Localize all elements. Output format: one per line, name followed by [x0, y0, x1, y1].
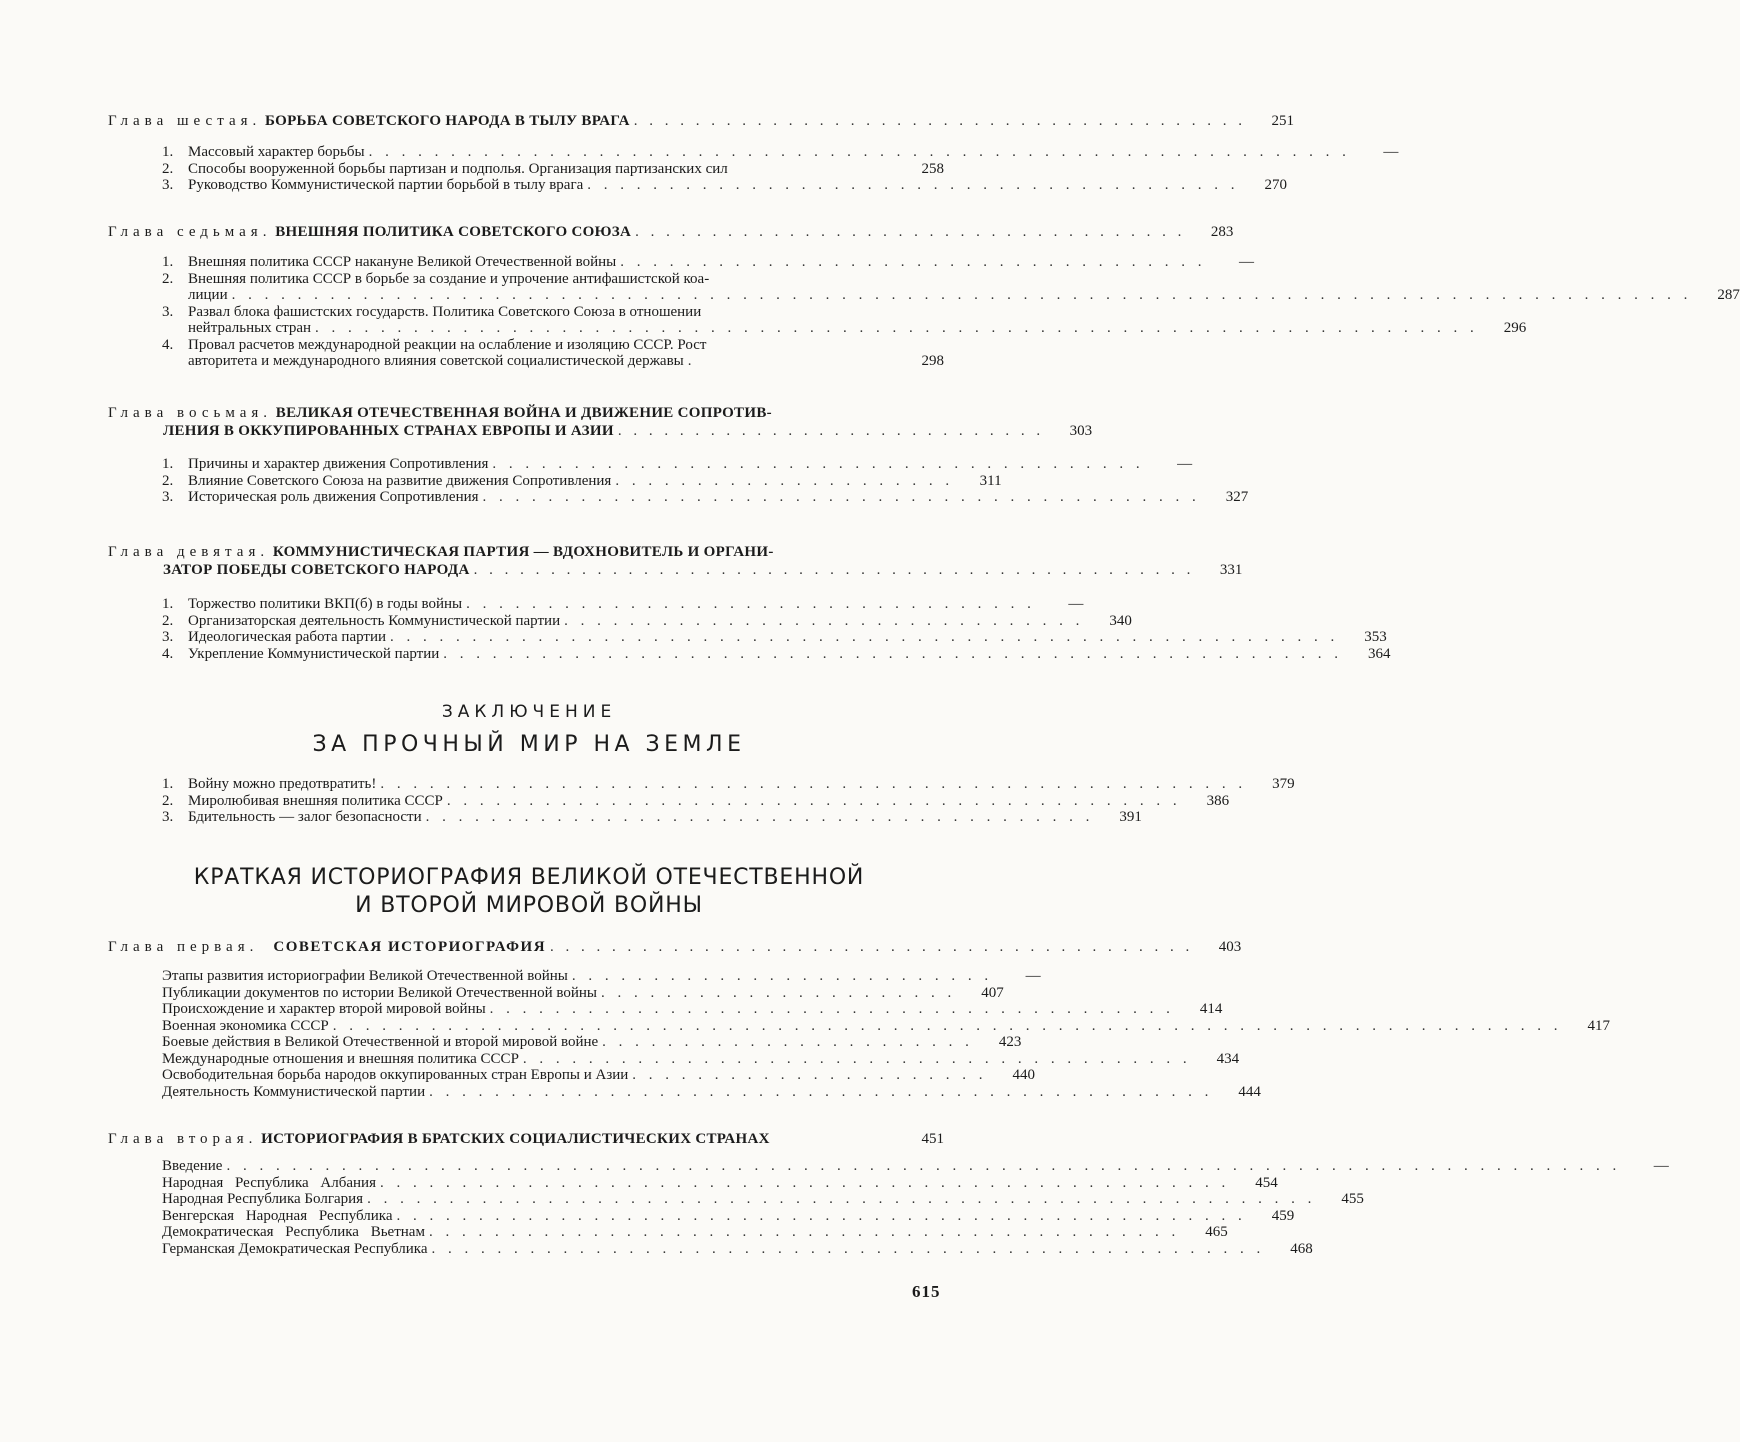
chapter-9-lead: Глава девятая.	[108, 544, 270, 560]
historiography-chapter-2-lead: Глава вторая.	[108, 1131, 258, 1147]
conclusion-entries	[162, 776, 1295, 826]
chapter-6-heading: Глава шестая. БОРЬБА СОВЕТСКОГО НАРОДА В ТЫЛУ ВРАГА . . . . . . . . . . . . . . . . . . . . . . . . . . . . . . . . . . . . . . . . 251	[108, 113, 1294, 129]
toc-entry: Боевые действия в Великой Отечественной и второй мировой войне . . . . . . . . . . . . . . . . . . . . . . . 423	[162, 1034, 1022, 1050]
historiography-chapter-2-heading	[108, 1130, 944, 1148]
chapter-8-entries	[162, 456, 1249, 506]
toc-entry: 2. Внешняя политика СССР в борьбе за создание и упрочение антифашистской коа-	[162, 270, 710, 287]
historiography-title	[0, 864, 1058, 920]
toc-entry: 2. Влияние Советского Союза на развитие движения Сопротивления . . . . . . . . . . . . . . . . . . . . . 311	[162, 472, 1002, 489]
toc-entry: 3. Историческая роль движения Сопротивления . . . . . . . . . . . . . . . . . . . . . . . . . . . . . . . . . . . . . . . . . . . . 327	[162, 489, 1249, 505]
historiography-chapter-1-heading: Глава первая. СОВЕТСКАЯ ИСТОРИОГРАФИЯ . . . . . . . . . . . . . . . . . . . . . . . . . . . . . . . . . . . . . . . . . . 403	[108, 939, 1242, 955]
chapter-9-title-line2: ЗАТОР ПОБЕДЫ СОВЕТСКОГО НАРОДА	[163, 562, 470, 578]
toc-entry: 3. Руководство Коммунистической партии борьбой в тылу врага . . . . . . . . . . . . . . . . . . . . . . . . . . . . . . . . . . . . . . . . 270	[162, 177, 1288, 193]
chapter-8-lead: Глава восьмая.	[108, 405, 273, 421]
chapter-9-page: 331	[1219, 562, 1243, 578]
toc-entry: Деятельность Коммунистической партии . . . . . . . . . . . . . . . . . . . . . . . . . . . . . . . . . . . . . . . . . . . . . . . . 444	[162, 1083, 1261, 1100]
chapter-7-entries	[162, 254, 1740, 370]
toc-entry: Публикации документов по истории Великой Отечественной войны . . . . . . . . . . . . . . . . . . . . . . 407	[162, 984, 1004, 1001]
chapter-9-heading: Глава девятая. КОММУНИСТИЧЕСКАЯ ПАРТИЯ — ВДОХНОВИТЕЛЬ И ОРГАНИ- ЗАТОР ПОБЕДЫ СОВЕТСКОГО НАРОДА . . . . . . . . . . . . . . . . . . . . . . . . . . . . . . . . . . . . . . . . . . . . . . . 331	[108, 544, 1243, 578]
toc-entry: Этапы развития историографии Великой Отечественной войны . . . . . . . . . . . . . . . . . . . . . . . . . . —	[162, 968, 1041, 984]
toc-entry: 3. Бдительность — залог безопасности . . . . . . . . . . . . . . . . . . . . . . . . . . . . . . . . . . . . . . . . . 391	[162, 809, 1142, 825]
historiography-title-line2: И ВТОРОЙ МИРОВОЙ ВОЙНЫ	[355, 893, 703, 918]
historiography-chapter-1-entries	[162, 968, 1611, 1100]
chapter-8-title-line1: ВЕЛИКАЯ ОТЕЧЕСТВЕННАЯ ВОЙНА И ДВИЖЕНИЕ СОПРОТИВ-	[275, 405, 772, 421]
chapter-7-lead: Глава седьмая.	[108, 224, 272, 240]
chapter-7-heading: Глава седьмая. ВНЕШНЯЯ ПОЛИТИКА СОВЕТСКОГО СОЮЗА . . . . . . . . . . . . . . . . . . . . . . . . . . . . . . . . . . . . 283	[108, 224, 1234, 240]
historiography-chapter-2-entries	[162, 1158, 1669, 1257]
chapter-8-title-line2: ЛЕНИЯ В ОККУПИРОВАННЫХ СТРАНАХ ЕВРОПЫ И АЗИИ	[163, 423, 614, 439]
toc-entry: Народная Республика Албания . . . . . . . . . . . . . . . . . . . . . . . . . . . . . . . . . . . . . . . . . . . . . . . . . . . . 454	[162, 1174, 1278, 1191]
historiography-chapter-1-title: СОВЕТСКАЯ ИСТОРИОГРАФИЯ	[273, 939, 547, 955]
historiography-chapter-2-page: 451	[921, 1131, 944, 1147]
chapter-6-page: 251	[1271, 113, 1294, 129]
chapter-9-entries	[162, 596, 1391, 662]
historiography-chapter-1-page: 403	[1218, 939, 1242, 955]
toc-entry: 4. Провал расчетов международной реакции на ослабление и изоляцию СССР. Рост	[162, 336, 707, 353]
chapter-6-entries	[162, 144, 1399, 194]
chapter-6-title: БОРЬБА СОВЕТСКОГО НАРОДА В ТЫЛУ ВРАГА	[265, 113, 630, 129]
toc-entry: 1. Причины и характер движения Сопротивления . . . . . . . . . . . . . . . . . . . . . . . . . . . . . . . . . . . . . . . . —	[162, 456, 1193, 472]
toc-entry: 4. Укрепление Коммунистической партии . . . . . . . . . . . . . . . . . . . . . . . . . . . . . . . . . . . . . . . . . . . . . . . . . . . . . . . 364	[162, 645, 1391, 662]
chapter-6-lead: Глава шестая.	[108, 113, 262, 129]
toc-entry: 1. Массовый характер борьбы . . . . . . . . . . . . . . . . . . . . . . . . . . . . . . . . . . . . . . . . . . . . . . . . . . . . . . . . . . . . —	[162, 144, 1399, 160]
toc-entry-continuation: лиции . . . . . . . . . . . . . . . . . . . . . . . . . . . . . . . . . . . . . . . . . . . . . . . . . . . . . . . . . . . . . . . . . . . . . . . . . . . . . . . . . . . . . . . . . 287	[188, 287, 1740, 303]
toc-entry: Военная экономика СССР . . . . . . . . . . . . . . . . . . . . . . . . . . . . . . . . . . . . . . . . . . . . . . . . . . . . . . . . . . . . . . . . . . . . . . . . . . . 417	[162, 1017, 1611, 1034]
chapter-8-heading: Глава восьмая. ВЕЛИКАЯ ОТЕЧЕСТВЕННАЯ ВОЙНА И ДВИЖЕНИЕ СОПРОТИВ- ЛЕНИЯ В ОККУПИРОВАННЫХ СТРАНАХ ЕВРОПЫ И АЗИИ . . . . . . . . . . . . . . . . . . . . . . . . . . . . 303	[108, 405, 1093, 439]
toc-entry: 3. Идеологическая работа партии . . . . . . . . . . . . . . . . . . . . . . . . . . . . . . . . . . . . . . . . . . . . . . . . . . . . . . . . . . 353	[162, 629, 1387, 645]
toc-entry: Демократическая Республика Вьетнам . . . . . . . . . . . . . . . . . . . . . . . . . . . . . . . . . . . . . . . . . . . . . . 465	[162, 1224, 1228, 1240]
toc-entry: Германская Демократическая Республика . . . . . . . . . . . . . . . . . . . . . . . . . . . . . . . . . . . . . . . . . . . . . . . . . . . 468	[162, 1240, 1313, 1257]
toc-entry: Народная Республика Болгария . . . . . . . . . . . . . . . . . . . . . . . . . . . . . . . . . . . . . . . . . . . . . . . . . . . . . . . . . . 455	[162, 1191, 1364, 1207]
toc-entry-continuation: авторитета и международного влияния советской социалистической державы . 298	[188, 353, 944, 369]
historiography-chapter-1-lead: Глава первая.	[108, 939, 259, 955]
toc-entry: 1. Внешняя политика СССР накануне Великой Отечественной войны . . . . . . . . . . . . . . . . . . . . . . . . . . . . . . . . . . . . —	[162, 254, 1254, 270]
toc-entry: 2. Способы вооруженной борьбы партизан и подполья. Организация партизанских сил 258	[162, 160, 944, 177]
toc-entry-continuation: нейтральных стран . . . . . . . . . . . . . . . . . . . . . . . . . . . . . . . . . . . . . . . . . . . . . . . . . . . . . . . . . . . . . . . . . . . . . . . 296	[188, 320, 1527, 336]
toc-entry: 2. Организаторская деятельность Коммунистической партии . . . . . . . . . . . . . . . . . . . . . . . . . . . . . . . . 340	[162, 612, 1132, 629]
conclusion-title: ЗА ПРОЧНЫЙ МИР НА ЗЕМЛЕ	[312, 732, 746, 757]
historiography-chapter-2-title: ИСТОРИОГРАФИЯ В БРАТСКИХ СОЦИАЛИСТИЧЕСКИХ СТРАНАХ	[261, 1131, 770, 1147]
toc-entry: 1. Торжество политики ВКП(б) в годы войны . . . . . . . . . . . . . . . . . . . . . . . . . . . . . . . . . . . —	[162, 596, 1084, 612]
toc-entry: Венгерская Народная Республика . . . . . . . . . . . . . . . . . . . . . . . . . . . . . . . . . . . . . . . . . . . . . . . . . . . . 459	[162, 1207, 1295, 1224]
page-number: 615	[912, 1282, 941, 1301]
chapter-7-page: 283	[1210, 224, 1234, 240]
toc-entry: 2. Миролюбивая внешняя политика СССР . . . . . . . . . . . . . . . . . . . . . . . . . . . . . . . . . . . . . . . . . . . . . 386	[162, 792, 1230, 809]
toc-entry: Введение . . . . . . . . . . . . . . . . . . . . . . . . . . . . . . . . . . . . . . . . . . . . . . . . . . . . . . . . . . . . . . . . . . . . . . . . . . . . . . . . . . . . . —	[162, 1158, 1669, 1174]
toc-entry: 1. Войну можно предотвратить! . . . . . . . . . . . . . . . . . . . . . . . . . . . . . . . . . . . . . . . . . . . . . . . . . . . . . 379	[162, 776, 1295, 792]
toc-entry: Происхождение и характер второй мировой войны . . . . . . . . . . . . . . . . . . . . . . . . . . . . . . . . . . . . . . . . . . 414	[162, 1001, 1223, 1017]
chapter-8-page: 303	[1069, 423, 1093, 439]
chapter-9-title-line1: КОММУНИСТИЧЕСКАЯ ПАРТИЯ — ВДОХНОВИТЕЛЬ И ОРГАНИ-	[272, 544, 774, 560]
toc-entry: 3. Развал блока фашистских государств. Политика Советского Союза в отношении	[162, 303, 702, 320]
toc-entry: Освободительная борьба народов оккупированных стран Европы и Азии . . . . . . . . . . . . . . . . . . . . . . 440	[162, 1067, 1036, 1083]
conclusion-label: ЗАКЛЮЧЕНИЕ	[441, 702, 617, 722]
chapter-7-title: ВНЕШНЯЯ ПОЛИТИКА СОВЕТСКОГО СОЮЗА	[275, 224, 632, 240]
historiography-title-line1: КРАТКАЯ ИСТОРИОГРАФИЯ ВЕЛИКОЙ ОТЕЧЕСТВЕННОЙ	[193, 865, 865, 890]
toc-entry: Международные отношения и внешняя политика СССР . . . . . . . . . . . . . . . . . . . . . . . . . . . . . . . . . . . . . . . . . 434	[162, 1050, 1240, 1067]
